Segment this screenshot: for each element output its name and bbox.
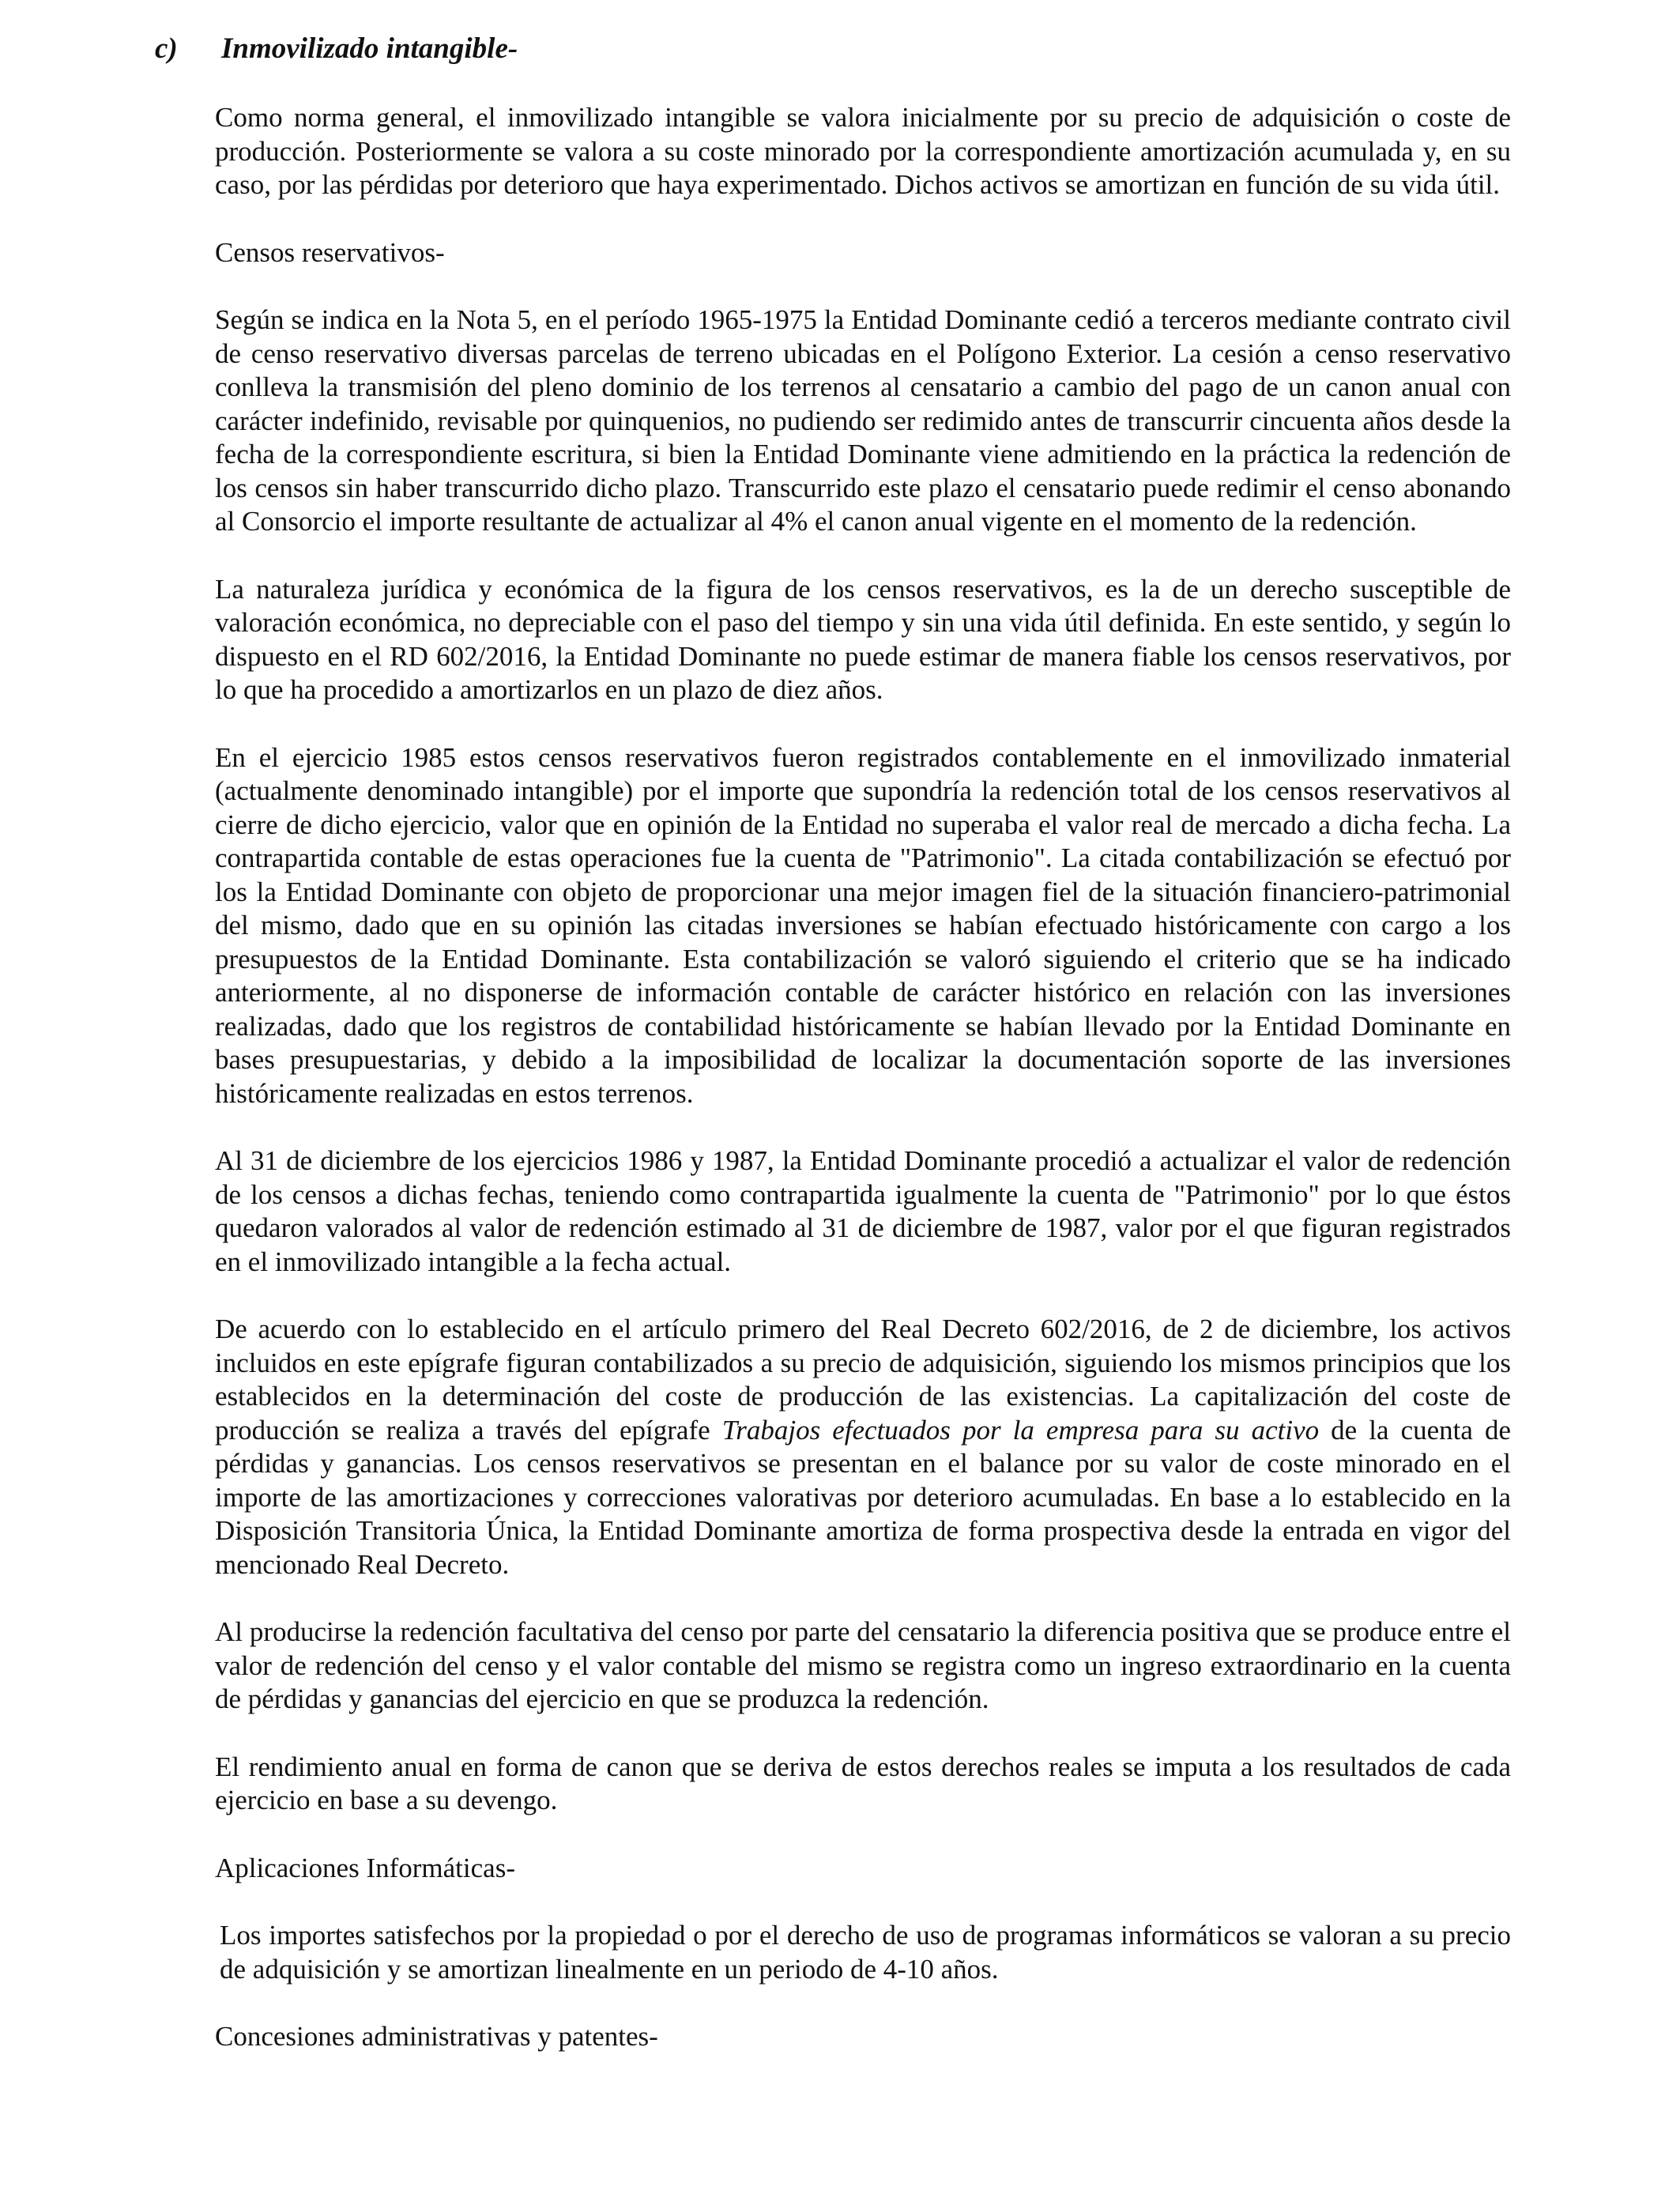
censos-paragraph-3: En el ejercicio 1985 estos censos reservativos fueron registrados contablemente en el inmovilizado inmaterial (actualmente denominado intangible) por el importe que supondría la redención total de los censos reservativos al cierre de dicho ejercicio, valor que en opinión de la Entidad no superaba el valor real de mercado a dicha fecha. La contrapartida contable de estas operaciones fue la cuenta de "Patrimonio". La citada contabilización se efectuó por los la Entidad Dominante con objeto de proporcionar una mejor imagen fiel de la situación financiero-patrimonial del mismo, dado que en su opinión las citadas inversiones se habían efectuado históricamente con cargo a los presupuestos de la Entidad Dominante. Esta contabilización se valoró siguiendo el criterio que se ha indicado anteriormente, al no disponerse de información contable de carácter histórico en relación con las inversiones realizadas, dado que los registros de contabilidad históricamente se habían llevado por la Entidad Dominante en bases presupuestarias, y debido a la imposibilidad de localizar la documentación soporte de las inversiones históricamente realizadas en estos terrenos. <box>215 741 1511 1109</box>
censos-p5-text-before: De acuerdo con lo establecido en el artículo primero del Real Decreto 602/2016, de 2 de diciembre, los activos incluidos en este epígrafe figuran contabilizados a su precio de adquisición, siguiendo los mismos principios que los establecidos en la determinación del coste de producción de las existencias. La capitalización del coste de producción se realiza a través del epígrafe <box>215 1314 1511 1446</box>
aplicaciones-heading: Aplicaciones Informáticas- <box>215 1852 515 1883</box>
intro-paragraph: Como norma general, el inmovilizado intangible se valora inicialmente por su precio de adquisición o coste de producción. Posteriormente se valora a su coste minorado por la correspondiente amortización acumulada y, en su caso, por las pérdidas por deterioro que haya experimentado. Dichos activos se amortizan en función de su vida útil. <box>215 102 1511 200</box>
section-title: Inmovilizado intangible- <box>221 32 518 65</box>
censos-heading: Censos reservativos- <box>215 236 445 268</box>
censos-paragraph-5 <box>215 1313 1511 1581</box>
document-body <box>215 101 1511 2088</box>
section-heading <box>155 30 518 68</box>
censos-p5-italic-term: Trabajos efectuados por la empresa para su activo <box>721 1414 1320 1446</box>
section-letter: c) <box>155 32 178 65</box>
aplicaciones-paragraph-1: Los importes satisfechos por la propiedad o por el derecho de uso de programas informáticos se valoran a su precio de adquisición y se amortizan linealmente en un periodo de 4-10 años. <box>220 1920 1511 1985</box>
censos-paragraph-6: Al producirse la redención facultativa del censo por parte del censatario la diferencia positiva que se produce entre el valor de redención del censo y el valor contable del mismo se registra como un ingreso extraordinario en la cuenta de pérdidas y ganancias del ejercicio en que se produzca la redención. <box>215 1616 1511 1714</box>
censos-paragraph-1: Según se indica en la Nota 5, en el período 1965-1975 la Entidad Dominante cedió a terceros mediante contrato civil de censo reservativo diversas parcelas de terreno ubicadas en el Polígono Exterior. La cesión a censo reservativo conlleva la transmisión del pleno dominio de los terrenos al censatario a cambio del pago de un canon anual con carácter indefinido, revisable por quinquenios, no pudiendo ser redimido antes de transcurrir cincuenta años desde la fecha de la correspondiente escritura, si bien la Entidad Dominante viene admitiendo en la práctica la redención de los censos sin haber transcurrido dicho plazo. Transcurrido este plazo el censatario puede redimir el censo abonando al Consorcio el importe resultante de actualizar al 4% el canon anual vigente en el momento de la redención. <box>215 304 1511 537</box>
censos-paragraph-2: La naturaleza jurídica y económica de la figura de los censos reservativos, es la de un derecho susceptible de valoración económica, no depreciable con el paso del tiempo y sin una vida útil definida. En este sentido, y según lo dispuesto en el RD 602/2016, la Entidad Dominante no puede estimar de manera fiable los censos reservativos, por lo que ha procedido a amortizarlos en un plazo de diez años. <box>215 573 1511 705</box>
censos-p5-text-after: de la cuenta de pérdidas y ganancias. Los censos reservativos se presentan en el balance por su valor de coste minorado en el importe de las amortizaciones y correcciones valorativas por deterioro acumuladas. En base a lo establecido en la Disposición Transitoria Única, la Entidad Dominante amortiza de forma prospectiva desde la entrada en vigor del mencionado Real Decreto. <box>215 1414 1511 1580</box>
censos-paragraph-4: Al 31 de diciembre de los ejercicios 1986 y 1987, la Entidad Dominante procedió a actualizar el valor de redención de los censos a dichas fechas, teniendo como contrapartida igualmente la cuenta de "Patrimonio" por lo que éstos quedaron valorados al valor de redención estimado al 31 de diciembre de 1987, valor por el que figuran registrados en el inmovilizado intangible a la fecha actual. <box>215 1145 1511 1277</box>
concesiones-heading: Concesiones administrativas y patentes- <box>215 2021 658 2052</box>
censos-paragraph-7: El rendimiento anual en forma de canon que se deriva de estos derechos reales se imputa a los resultados de cada ejercicio en base a su devengo. <box>215 1751 1511 1815</box>
